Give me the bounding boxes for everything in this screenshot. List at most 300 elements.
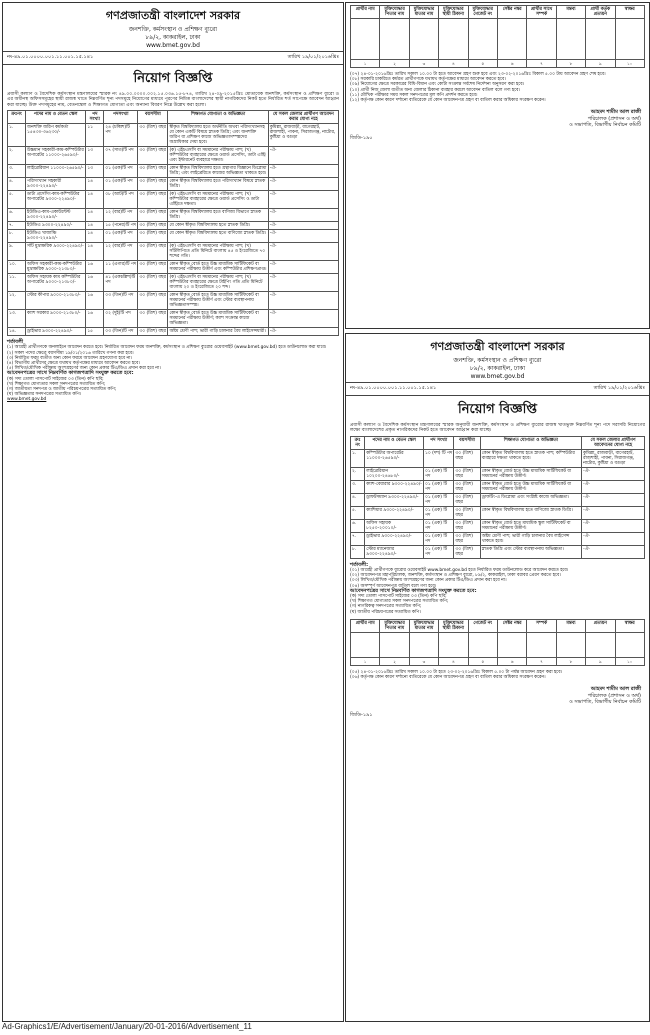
table-cell: পরিসংখ্যান সহকারী ৯৩০০-২২৪৯০/- <box>26 178 86 191</box>
table-cell: ৩০ (ত্রিশ) বছর <box>138 310 168 328</box>
table-cell: ০১ (এক) টি পদ <box>423 519 453 532</box>
table-cell: ৩০ (ত্রিশ) বছর <box>138 261 168 274</box>
table-cell: সাঁট মুদ্রাক্ষরিক ৯৩০০-২২৪৯০/- <box>26 243 86 261</box>
notice-date: তারিখ ১৯/০১/২০১৬খ্রিঃ <box>593 385 645 391</box>
condition-item: (১০) প্রার্থী নিজ জেলা ব্যতীত অন্য জেলার ঠিকানা ব্যবহার করলে আবেদন বাতিল বলে গণ্য হবে। <box>350 87 520 93</box>
quota-table <box>350 619 645 666</box>
signature-block <box>346 682 649 710</box>
table-cell: ৩০ (ত্রিশ) বছর <box>454 493 480 506</box>
table-cell: ০১ (এক) টি পদ <box>423 493 453 506</box>
column-header: পদ সংখ্যা <box>423 436 453 449</box>
left-advertisement <box>2 2 344 1022</box>
condition-item: (০২) আবেদনপত্র মহাপরিচালক, জনশক্তি, কর্মসংস্থান ও প্রশিক্ষণ ব্যুরো, ৮৯/২, কাকরাইল, ঢাকা বরাবর প্রেরণ করতে হবে। <box>350 573 561 579</box>
attachments-heading: আবেদনপত্রের সাথে নিম্নবর্ণিত কাগজপত্রাদি সংযুক্ত করতে হবে: <box>350 587 477 594</box>
table-row <box>8 222 339 230</box>
positions-table <box>350 436 645 559</box>
table-cell: অফিস সহায়ক ৮২৫০-২০০১০/- <box>365 519 424 532</box>
blank-cell <box>586 632 615 657</box>
table-cell: ০৩ (তিন)টি পদ <box>104 292 138 310</box>
table-row <box>351 532 645 545</box>
final-notes <box>346 668 649 682</box>
table-cell: ১৪ <box>86 222 104 230</box>
column-header: বয়সসীমা <box>138 111 168 124</box>
table-cell: কোন স্বীকৃত বোর্ড হতে উচ্চ মাধ্যমিক সার্টিফিকেট বা সমমানের পরীক্ষায় উত্তীর্ণ এবং কম্পিউটার প্রশিক্ষণপ্রাপ্ত। <box>169 262 267 273</box>
table-cell: অফিস সহায়ক কাম কম্পিউটার অপারেটর ৯০০০-২১৩৮০/- <box>26 274 86 292</box>
notice-date: তারিখ ১৯/০১/২০১৬খ্রিঃ <box>287 54 339 60</box>
table-cell: ৩. <box>8 165 26 178</box>
table-cell: ৮. <box>8 230 26 243</box>
table-cell: ৩০ (ত্রিশ) বছর <box>138 328 168 336</box>
signature-block <box>346 105 649 133</box>
table-cell: উচ্চমান সহকারী-কাম-কম্পিউটার অপারেটর ১১০০০-২৬৫৯০/- <box>26 147 86 165</box>
attachment-item: (গ) জাতীয়তা সনদপত্র ও জাতীয় পরিচয়পত্রের সত্যায়িত কপি; <box>7 387 117 393</box>
table-cell: ০১ (এক) টি পদ <box>423 467 453 480</box>
table-cell: স্টোর ম্যানেজার ৯৩০০-২২৪৯০/- <box>365 545 424 558</box>
table-row <box>8 328 339 336</box>
table-cell: কম্পিউটার অপারেটর ১১০০০-২৬৫৯০/- <box>365 449 424 467</box>
table-cell: -ঐ- <box>268 328 338 336</box>
table-cell: ৪. <box>351 493 365 506</box>
column-header: সেক্টর নম্বর <box>497 6 526 19</box>
condition-item: (৫) লিখিত/মৌখিক পরীক্ষায় অংশগ্রহণের জন্য কোন প্রকার টিএ/ডিএ প্রদান করা হবে না। <box>7 366 161 372</box>
column-header: মুক্তিযোদ্ধার স্থায়ী ঠিকানা <box>439 6 468 19</box>
table-cell: ৩০ (ত্রিশ) বছর <box>454 506 480 519</box>
table-cell: ০১ (এক)টি পদ <box>104 165 138 178</box>
table-cell: ৭. <box>8 222 26 230</box>
conditions-heading: শর্তাবলী: <box>350 561 369 568</box>
column-header: প্রার্থীর নাম <box>351 6 380 19</box>
table-row <box>8 147 339 165</box>
table-cell: ৪১ (একচল্লিশ)টি পদ <box>104 274 138 292</box>
table-cell: ড্রাইভার ৯৩০০-২২৪৯০/- <box>365 532 424 545</box>
table-cell: ১৪. <box>8 328 26 336</box>
table-cell: -ঐ- <box>268 165 338 178</box>
table-cell: ৩. <box>351 480 365 493</box>
table-cell: ৩০ (ত্রিশ) বছর <box>138 165 168 178</box>
quota-table <box>350 5 645 68</box>
table-row <box>351 480 645 493</box>
blank-cell <box>468 632 497 657</box>
column-number: ৫ <box>468 60 497 68</box>
table-cell: ০১ (এক) টি পদ <box>423 532 453 545</box>
column-header: পদের নাম ও বেতন স্কেল <box>365 436 424 449</box>
column-number: ৩ <box>409 60 438 68</box>
column-number: ৮ <box>556 60 585 68</box>
table-cell: ৫. <box>351 506 365 519</box>
condition-item: (০৩) লিখিত/মৌখিক পরীক্ষায় অংশগ্রহণের জন্য কোন প্রকার টিএ/ডিএ প্রদান করা হবে না। <box>350 578 507 584</box>
blank-cell <box>439 632 468 657</box>
table-cell: -ঐ- <box>268 274 338 292</box>
column-number: ৯ <box>586 657 615 665</box>
table-cell: ৩০ (ত্রিশ) বছর <box>138 222 168 230</box>
table-cell: ১৬ <box>86 292 104 310</box>
gov-name: গণপ্রজাতন্ত্রী বাংলাদেশ সরকার <box>105 9 241 22</box>
table-cell: ড্রাফটসম্যান ৯৩০০-২২৪৯০/- <box>365 493 424 506</box>
column-header: সম্পর্ক <box>527 619 556 632</box>
table-cell: ১৪ <box>86 191 104 209</box>
quota-table-wrap <box>346 3 649 70</box>
table-cell: ৮. <box>351 545 365 558</box>
table-row <box>351 545 645 558</box>
table-cell: -ঐ- <box>582 545 645 558</box>
attachments-heading: আবেদনপত্রের সাথে নিম্নবর্ণিত কাগজপত্রাদি সংযুক্ত করতে হবে: <box>7 370 134 377</box>
column-header: স্বাক্ষর <box>615 6 644 19</box>
positions-table-wrap <box>346 434 649 561</box>
attachment-item: (ক) সদ্য তোলা পাসপোর্ট সাইজের ০৩ (তিন) কপি ছবি; <box>350 594 447 600</box>
positions-table-wrap <box>3 108 343 338</box>
table-cell: যে কোন স্বীকৃত বিশ্ববিদ্যালয় হতে বাণিজ্যে স্নাতক ডিগ্রি। <box>168 230 268 243</box>
table-row <box>351 506 645 519</box>
blank-cell <box>468 19 497 60</box>
table-cell: যে কোন স্বীকৃত বিশ্ববিদ্যালয় হতে স্নাতক ডিগ্রি। <box>168 222 268 230</box>
table-cell: ৩০ (ত্রিশ) বছর <box>138 209 168 222</box>
table-cell: ০৭ (সাত)টি পদ <box>104 147 138 165</box>
column-number: ১০ <box>615 60 644 68</box>
blank-cell <box>351 19 380 60</box>
column-header: মুক্তিযোদ্ধার পিতার নাম <box>380 6 409 19</box>
condition-item: (০৬) কর্তৃপক্ষ কোন কারণ দর্শানো ব্যতিরেকে যে কোন আবেদনপত্র গ্রহণ বা বাতিল করার অধিকার সংরক্ষণ করেন। <box>350 675 546 681</box>
table-cell: ১১ <box>86 124 104 147</box>
column-header: বয়সসীমা <box>454 436 480 449</box>
table-cell: ক্যাশ-বেয়ারার ৯৩০০-২২৪৯০/- <box>365 480 424 493</box>
table-row <box>351 493 645 506</box>
right-top-advertisement <box>345 2 650 329</box>
table-cell: ১২ (বার)টি পদ <box>104 209 138 222</box>
table-cell: কোন স্বীকৃত বিশ্ববিদ্যালয় হতে বাণিজ্য বিভাগে স্নাতক ডিগ্রি। <box>168 209 268 222</box>
table-cell: ৩০ (ত্রিশ) বছর <box>138 230 168 243</box>
table-cell: ১৬ <box>86 310 104 328</box>
condition-item: (১) আগ্রহী প্রার্থীগণকে অনলাইনে আবেদন করতে হবে। নির্ধারিত আবেদন ফরম জনশক্তি, কর্মসংস্থান ও প্রশিক্ষণ ব্যুরোর ওয়েবসাইট (www.bmet.gov.bd) হতে ডাউনলোড করা যাবে। <box>7 345 327 351</box>
table-cell: ১১. <box>8 274 26 292</box>
table-cell: ১৪ <box>86 230 104 243</box>
column-number: ৪ <box>439 60 468 68</box>
reference-number: নং-৪৯.০১.০০০০.০০১.১১.০০১.১৫.১৪১ <box>7 54 94 60</box>
blank-cell <box>527 632 556 657</box>
reference-line <box>346 382 649 396</box>
table-cell: -ঐ- <box>582 480 645 493</box>
positions-table <box>7 110 339 336</box>
table-cell: ৩০ (ত্রিশ) বছর <box>454 519 480 532</box>
condition-item: (০৫) ২৪-০১-২০১৬খ্রিঃ তারিখ সকাল ১০.০০ টা হতে ২৩-০২-২০১৬খ্রিঃ বিকাল ৫.০০ টা পর্যন্ত আবেদন গ্রহণ করা হবে। <box>350 669 563 675</box>
quota-table-wrap <box>346 617 649 668</box>
table-cell: স্নাতক ডিগ্রি এবং স্টোর ব্যবস্থাপনায় অভিজ্ঞতা। <box>480 545 581 558</box>
notice-intro: প্রবাসী কল্যাণ ও বৈদেশিক কর্মসংস্থান মন্ত্রণালয়ের স্মারক অনুযায়ী জনশক্তি, কর্মসংস্থান ও প্রশিক্ষণ ব্যুরোর রাজস্ব খাতভুক্ত নিম্নবর্ণিত শূন্য পদে সরাসরি নিয়োগের লক্ষ্যে বাংলাদেশের প্রকৃত নাগরিকদের নিকট হতে আবেদন আহ্বান করা যাচ্ছে। <box>350 423 645 434</box>
signer-name: আহমদ শামীম আল রাজী <box>590 109 641 116</box>
table-cell: ৩০ (ত্রিশ) বছর <box>138 243 168 261</box>
table-cell: ৩০ (ত্রিশ) বছর <box>138 274 168 292</box>
signer-name: আহমদ শামীম আল রাজী <box>590 686 641 693</box>
attachment-item: (ঘ) অভিজ্ঞতার সনদপত্রের সত্যায়িত কপি। <box>7 392 82 398</box>
table-cell: ড্রাফটিং-এ ডিপ্লোমা এবং সংশ্লিষ্ট কাজে অভিজ্ঞতা। <box>480 493 581 506</box>
table-cell: ০২ (দুই)টি পদ <box>104 310 138 328</box>
notice-title: নিয়োগ বিজ্ঞপ্তি <box>458 402 537 417</box>
table-cell: ৩০ (ত্রিশ) বছর <box>454 449 480 467</box>
attachment-item: (ঘ) জাতীয় পরিচয়পত্রের সত্যায়িত কপি। <box>350 609 421 615</box>
condition-item: (২) সকল পদের ক্ষেত্রে বয়সসীমা ১৯/০১/২০১৬ তারিখে গণনা করা হবে। <box>7 350 134 356</box>
table-cell: ১৫ <box>86 328 104 336</box>
blank-cell <box>497 19 526 60</box>
blank-cell <box>409 632 438 657</box>
condition-item: (০৭) ২৪-০১-২০১৬খ্রিঃ তারিখ সকাল ১০.০০ টা হতে আবেদন গ্রহণ শুরু হবে এবং ২৩-০২-২০১৬খ্রিঃ বিকাল ৫.০০ টায় আবেদন গ্রহণ শেষ হবে। <box>350 72 606 77</box>
table-cell: ২. <box>8 147 26 165</box>
table-cell: কোন স্বীকৃত বোর্ড হতে মাধ্যমিক স্কুল সার্টিফিকেট বা সমমানের পরীক্ষায় উত্তীর্ণ। <box>480 519 581 532</box>
website[interactable]: www.bmet.gov.bd <box>470 373 525 380</box>
column-header: মন্তব্য <box>556 619 585 632</box>
table-cell: কোন স্বীকৃত বিশ্ববিদ্যালয় হতে পরিসংখ্যান বিষয়ে স্নাতক ডিগ্রি। <box>168 178 268 191</box>
table-cell: ৫. <box>8 191 26 209</box>
condition-item: (১১) মৌখিক পরীক্ষার সময় সকল সনদপত্রের মূল কপি প্রদর্শন করতে হবে। <box>350 92 478 98</box>
table-cell: অষ্টম শ্রেণী পাশ; ভারী গাড়ি চালনার বৈধ লাইসেন্স থাকতে হবে। <box>480 532 581 545</box>
column-header: মুক্তিযোদ্ধার মাতার নাম <box>409 6 438 19</box>
table-cell: -ঐ- <box>268 261 338 274</box>
table-row <box>351 449 645 467</box>
table-cell: (ক) এইচএসসি বা সমমানের পরীক্ষায় পাশ; (খ) কম্পিউটার ব্যবহারের ক্ষেত্রে টাইপিং গতি প্রতি মিনিটে বাংলায় ২০ ও ইংরেজিতে ২০ শব্দ। <box>168 274 268 292</box>
table-cell: ৪. <box>8 178 26 191</box>
table-cell: জনশক্তি জরিপ কর্মকর্তা ১৫৪৩০-৩৬২৩০/- <box>26 124 86 147</box>
blank-cell <box>380 19 409 60</box>
table-cell: লাইব্রেরিয়ান ১০২০০-২৪৬৮০/- <box>365 467 424 480</box>
condition-item: (৪) বিভাগীয় প্রার্থীদের ক্ষেত্রে যথাযথ কর্তৃপক্ষের মাধ্যমে আবেদন করতে হবে। <box>7 361 140 367</box>
table-cell: ১৪ <box>86 209 104 222</box>
table-cell: ১. <box>8 124 26 147</box>
table-cell: ১৪ <box>86 243 104 261</box>
column-number: ৫ <box>468 657 497 665</box>
table-cell: (ক) এইচএসসি বা সমমানের পরীক্ষায় পাশ; (খ) কম্পিউটার ব্যবহারের ক্ষেত্রে ওয়ার্ড প্রসেসিং ও ডাটা এন্ট্রিতে দক্ষতা। <box>168 191 268 209</box>
column-number: ১ <box>351 60 380 68</box>
table-cell: -ঐ- <box>582 506 645 519</box>
condition-item: (০৯) নিয়োগের ক্ষেত্রে সরকারের বিধি-বিধান এবং কোটা সংক্রান্ত সর্বশেষ নির্দেশনা অনুসরণ করা হবে। <box>350 82 525 88</box>
column-number: ২ <box>380 60 409 68</box>
column-header: যে সকল জেলার প্রার্থীগণ আবেদন করার যোগ্য নহে <box>268 111 338 124</box>
table-cell: -ঐ- <box>268 230 338 243</box>
table-row <box>8 178 339 191</box>
notice-intro: প্রবাসী কল্যাণ ও বৈদেশিক কর্মসংস্থান মন্ত্রণালয়ের স্মারক নং ৪৯.০০.০০০০.০০২.১৫.০৩৬.১৫-৮৭৪, তারিখ ২৪-০৯-২০১৫খ্রিঃ মোতাবেক জনশক্তি, কর্মসংস্থান ও প্রশিক্ষণ ব্যুরো ও এর অধীনস্থ অফিসসমূহের স্থায়ী রাজস্ব খাতে নিম্নবর্ণিত শূন্য পদসমূহে নিয়োগের মাধ্যমে পূরণের নিমিত্ত বাংলাদেশের স্থায়ী নাগরিকদের নিকট হতে নির্ধারিত শর্ত সাপেক্ষে আবেদন আহ্বান করা যাচ্ছে। উক্ত পদসমূহের নাম, বেতনস্কেল ও শিক্ষাগত যোগ্যতা এবং অন্যান্য বিবরণ নিম্নে উল্লেখ করা হলো। <box>7 92 339 108</box>
notice-title: নিয়োগ বিজ্ঞপ্তি <box>133 71 213 86</box>
table-cell: ১৩ <box>86 147 104 165</box>
table-row <box>8 124 339 147</box>
column-header: পদ সংখ্যা <box>86 111 104 124</box>
condition-item: (০৪) অসম্পূর্ণ আবেদনপত্র বাতিল বলে গণ্য হবে। <box>350 583 437 589</box>
table-cell: ৬. <box>8 209 26 222</box>
table-cell: ০১ (এক) টি পদ <box>423 480 453 493</box>
table-row <box>8 274 339 292</box>
table-row <box>351 519 645 532</box>
table-cell: ১৩ <box>86 165 104 178</box>
table-cell: ৩০ (ত্রিশ) বছর <box>454 480 480 493</box>
column-number: ৩ <box>409 657 438 665</box>
column-header: শিক্ষাগত যোগ্যতা ও অভিজ্ঞতা <box>168 111 268 124</box>
signer-subtitle: ও সভাপতি, বিভাগীয় নির্বাচন কমিটি <box>569 122 641 129</box>
table-cell: -ঐ- <box>268 243 338 261</box>
blank-cell <box>586 19 615 60</box>
column-header: স্বাক্ষর <box>615 619 644 632</box>
table-row <box>8 209 339 222</box>
column-header: পদের নাম ও বেতন স্কেল <box>26 111 86 124</box>
reference-line <box>3 51 343 65</box>
table-cell: ১৬ <box>86 261 104 274</box>
right-bottom-advertisement <box>345 333 650 1022</box>
blank-cell <box>556 19 585 60</box>
gov-name: গণপ্রজাতন্ত্রী বাংলাদেশ সরকার <box>430 340 565 353</box>
table-cell: ১৬ <box>86 274 104 292</box>
signer-title: পরিচালক (প্রশাসন ও অর্থ) <box>587 115 641 122</box>
column-number: ৮ <box>556 657 585 665</box>
table-cell: ১১ (এগার)টি পদ <box>104 261 138 274</box>
table-cell: ১০ (দশ) টি পদ <box>423 449 453 467</box>
table-cell: কুমিল্লা, রাজবাড়ী, বাগেরহাট, রাজশাহী, পাবনা, সিরাজগঞ্জ, নাটোর, কুষ্টিয়া ও বগুড়া <box>268 124 338 147</box>
table-cell: -ঐ- <box>268 292 338 310</box>
column-number: ৭ <box>527 60 556 68</box>
column-header: গেজেট নং <box>468 619 497 632</box>
table-cell: ২৪ (চব্বিশ)টি পদ <box>104 124 138 147</box>
table-cell: ৩০ (ত্রিশ) বছর <box>138 191 168 209</box>
condition-item: (৩) নির্ধারিত ফরম ব্যতীত অন্য কোন ফরমে আবেদন গ্রহণযোগ্য হবে না। <box>7 355 132 361</box>
table-cell: -ঐ- <box>268 222 338 230</box>
table-cell: ইউডিএ-কাম-একাউন্টেন্ট ৯৩০০-২২৪৯০/- <box>26 209 86 222</box>
blank-cell <box>615 632 644 657</box>
column-header: মুক্তিযোদ্ধার মাতার নাম <box>409 619 438 632</box>
reference-number: নং-৪৯.০১.০০০০.০০১.১১.০০১.১৫.১৪১ <box>350 385 437 391</box>
blank-cell <box>439 19 468 60</box>
blank-cell <box>380 632 409 657</box>
table-cell: ১০. <box>8 261 26 274</box>
table-row <box>8 292 339 310</box>
column-header: মুক্তিযোদ্ধার স্থায়ী ঠিকানা <box>439 619 468 632</box>
table-cell: ৩০ (ত্রিশ) বছর <box>454 467 480 480</box>
table-row <box>8 310 339 328</box>
table-cell: ৩০ (ত্রিশ) বছর <box>138 147 168 165</box>
table-cell: ৬. <box>351 519 365 532</box>
table-cell: স্টোর কীপার ৯০০০-২১৩৮০/- <box>26 292 86 310</box>
table-cell: অফিস সহকারী-কাম-কম্পিউটার মুদ্রাক্ষরিক ৯০০০-২১৩৮০/- <box>26 261 86 274</box>
table-cell: ৩০ (ত্রিশ) বছর <box>454 532 480 545</box>
column-header: যে সকল জেলার প্রার্থীগণ আবেদনের যোগ্য নহে <box>582 436 645 449</box>
table-cell: -ঐ- <box>268 147 338 165</box>
address: ৮৯/২, কাকরাইল, ঢাকা <box>145 34 201 41</box>
table-cell: ২. <box>351 467 365 480</box>
column-number: ২ <box>380 657 409 665</box>
table-cell: -ঐ- <box>582 532 645 545</box>
attachment-item: (খ) শিক্ষাগত যোগ্যতার সকল সনদপত্রের সত্যায়িত কপি; <box>7 381 106 387</box>
table-cell: ইউডিএ ৯৩০০-২২৪৯০/- <box>26 222 86 230</box>
table-cell: কোন স্বীকৃত বিশ্ববিদ্যালয় হতে স্নাতক পাশ; কম্পিউটার ব্যবহারে দক্ষতা থাকতে হবে। <box>480 449 581 467</box>
table-cell: কোন স্বীকৃত বোর্ড হতে উচ্চ মাধ্যমিক সার্টিফিকেট বা সমমানের পরীক্ষায় উত্তীর্ণ এবং স্টোর ব্যবস্থাপনায় অভিজ্ঞতাসম্পন্ন। <box>168 292 268 310</box>
website[interactable]: www.bmet.gov.bd <box>146 42 200 49</box>
conditions-heading: শর্তাবলী <box>7 339 24 346</box>
column-header: ক্রঃনং <box>8 111 26 124</box>
table-row <box>8 191 339 209</box>
apply-link[interactable]: www.bmet.gov.bd <box>7 397 47 403</box>
footer-path: Ad-Graphics1/E/Advertisement/January/20-01-2016/Advertisement_11 <box>2 1022 252 1031</box>
table-cell: ৭. <box>351 532 365 545</box>
column-header: শিক্ষাগত যোগ্যতা ও অভিজ্ঞতা <box>480 436 581 449</box>
table-cell: ০১ (এক)টি পদ <box>104 178 138 191</box>
table-cell: ০১ (এক)টি পদ <box>104 230 138 243</box>
column-number: ৭ <box>527 657 556 665</box>
ad-code: জিডি-১৯০ <box>350 134 373 141</box>
table-cell: ক্যাশ সরকার ৯০০০-২১৩৮০/- <box>26 310 86 328</box>
column-header: ক্রঃ নং <box>351 436 365 449</box>
table-cell: ডাটা প্রসেসিং-কাম-কম্পিউটার অপারেটর ৯৩০০-২২৪৯০/- <box>26 191 86 209</box>
table-cell: ইউডিএ খাজাঞ্চি ৯৩০০-২২৪৯০/- <box>26 230 86 243</box>
table-cell: -ঐ- <box>582 467 645 480</box>
right-top-notes <box>346 70 649 105</box>
column-header: প্রার্থীর সাথে সম্পর্ক <box>527 6 556 19</box>
table-cell: -ঐ- <box>582 493 645 506</box>
table-row <box>8 230 339 243</box>
table-cell: ১. <box>351 449 365 467</box>
address: ৮৯/২, কাকরাইল, ঢাকা <box>469 365 526 372</box>
column-number: ৬ <box>497 60 526 68</box>
table-cell: (ক) এইচএসসি বা সমমানের পরীক্ষায় পাশ; (খ) সাঁটলিপিতে প্রতি মিনিটে বাংলায় ৪৫ ও ইংরেজিতে ৭০ শব্দের গতি। <box>168 243 268 261</box>
table-cell: ০৮ (আট)টি পদ <box>104 191 138 209</box>
table-cell: (ক) এইচএসসি বা সমমানের পরীক্ষায় পাশ; (খ) কম্পিউটার ব্যবহারের ক্ষেত্রে ওয়ার্ড প্রসেসিং, ডাটা এন্ট্রি এবং ইন্টারনেট ব্যবহারে দক্ষতা। <box>168 147 268 165</box>
column-header: মুক্তিযোদ্ধার পিতার নাম <box>380 619 409 632</box>
table-cell: স্বীকৃত বিশ্ববিদ্যালয় হতে অর্থনীতি অথবা পরিসংখ্যানসহ যে কোন একটি বিষয়ে স্নাতক ডিগ্রি; এবং জনশক্তি জরিপ বা প্রশিক্ষণ কাজে অভিজ্ঞতাসম্পন্নদের অগ্রাধিকার দেয়া হবে। <box>168 124 268 147</box>
table-cell: ১৫ (পনের)টি পদ <box>105 223 136 229</box>
table-cell: ১৩. <box>8 310 26 328</box>
column-number: ৯ <box>586 60 615 68</box>
column-header: সেক্টর নম্বর <box>497 619 526 632</box>
column-number: ৪ <box>439 657 468 665</box>
table-cell: অষ্টম শ্রেণী পাশ; ভারী গাড়ি চালনার বৈধ লাইসেন্সধারী। <box>168 328 268 336</box>
column-header: পদসংখ্যা <box>104 111 138 124</box>
table-cell: ০১ (এক) টি পদ <box>423 545 453 558</box>
table-row <box>351 467 645 480</box>
condition-item: (০১) আগ্রহী প্রার্থীগণকে ব্যুরোর ওয়েবসাইট www.bmet.gov.bd হতে নির্ধারিত ফরম ডাউনলোড করে আবেদন করতে হবে। <box>350 568 569 574</box>
conditions-section <box>346 561 649 617</box>
table-cell: ৩০ (ত্রিশ) বছর <box>138 124 168 147</box>
condition-item: (০৮) সরকারি চাকরিতে কর্মরত প্রার্থীগণকে যথাযথ কর্তৃপক্ষের মাধ্যমে আবেদন করতে হবে। <box>350 77 506 83</box>
column-header: প্রার্থী কর্তৃক প্রত্যয়ন <box>586 6 615 19</box>
ad-code: জিডি-১৯১ <box>350 711 373 718</box>
attachment-item: (ক) সদ্য তোলা পাসপোর্ট সাইজের ০৩ (তিন) কপি ছবি; <box>7 376 104 382</box>
condition-item: (১২) কর্তৃপক্ষ কোন কারণ দর্শানো ব্যতিরেকে যে কোন আবেদনপত্র গ্রহণ বা বাতিল করার অধিকার সংরক্ষণ করেন। <box>350 98 546 104</box>
column-number: ১ <box>351 657 380 665</box>
table-cell: ড্রাইভার ৯৩০০-২২৪৯০/- <box>26 328 86 336</box>
table-row <box>8 165 339 178</box>
table-cell: -ঐ- <box>268 209 338 222</box>
table-cell: ১২ (বার)টি পদ <box>104 243 138 261</box>
table-cell: -ঐ- <box>268 178 338 191</box>
table-cell: কুমিল্লা, রাজবাড়ী, বাগেরহাট, রাজশাহী, পাবনা, সিরাজগঞ্জ, নাটোর, কুষ্টিয়া ও বগুড়া <box>582 449 645 467</box>
table-cell: ৩০ (ত্রিশ) বছর <box>138 292 168 310</box>
table-cell: ০৩ (তিন)টি পদ <box>104 328 138 336</box>
table-cell: ৯. <box>8 243 26 261</box>
blank-cell <box>556 632 585 657</box>
attachment-item: (খ) শিক্ষাগত যোগ্যতার সকল সনদপত্রের সত্যায়িত কপি; <box>350 599 449 605</box>
table-row <box>8 261 339 274</box>
ministry-name: জনশক্তি, কর্মসংস্থান ও প্রশিক্ষণ ব্যুরো <box>453 357 542 364</box>
table-cell: ১২. <box>8 292 26 310</box>
table-cell: ১৪ <box>86 178 104 191</box>
blank-cell <box>351 632 380 657</box>
table-cell: -ঐ- <box>268 310 338 328</box>
signer-subtitle: ও সভাপতি, বিভাগীয় নির্বাচন কমিটি <box>569 699 641 706</box>
table-cell: ৩০ (ত্রিশ) বছর <box>138 178 168 191</box>
ministry-name: জনশক্তি, কর্মসংস্থান ও প্রশিক্ষণ ব্যুরো <box>128 26 218 33</box>
column-number: ৬ <box>497 657 526 665</box>
signer-title: পরিচালক (প্রশাসন ও অর্থ) <box>587 692 641 699</box>
table-cell: কোন স্বীকৃত বোর্ড হতে উচ্চ মাধ্যমিক সার্টিফিকেট বা সমমানের পরীক্ষায় উত্তীর্ণ; ক্যাশ সংক্রান্ত কাজে অভিজ্ঞতা। <box>168 310 268 328</box>
blank-cell <box>615 19 644 60</box>
table-row <box>8 243 339 261</box>
blank-cell <box>527 19 556 60</box>
table-cell: ০১ (এক) টি পদ <box>423 506 453 519</box>
table-cell: কোন স্বীকৃত বোর্ড হতে উচ্চ মাধ্যমিক সার্টিফিকেট বা সমমানের পরীক্ষায় উত্তীর্ণ। <box>480 480 581 493</box>
blank-cell <box>409 19 438 60</box>
column-number: ১০ <box>615 657 644 665</box>
